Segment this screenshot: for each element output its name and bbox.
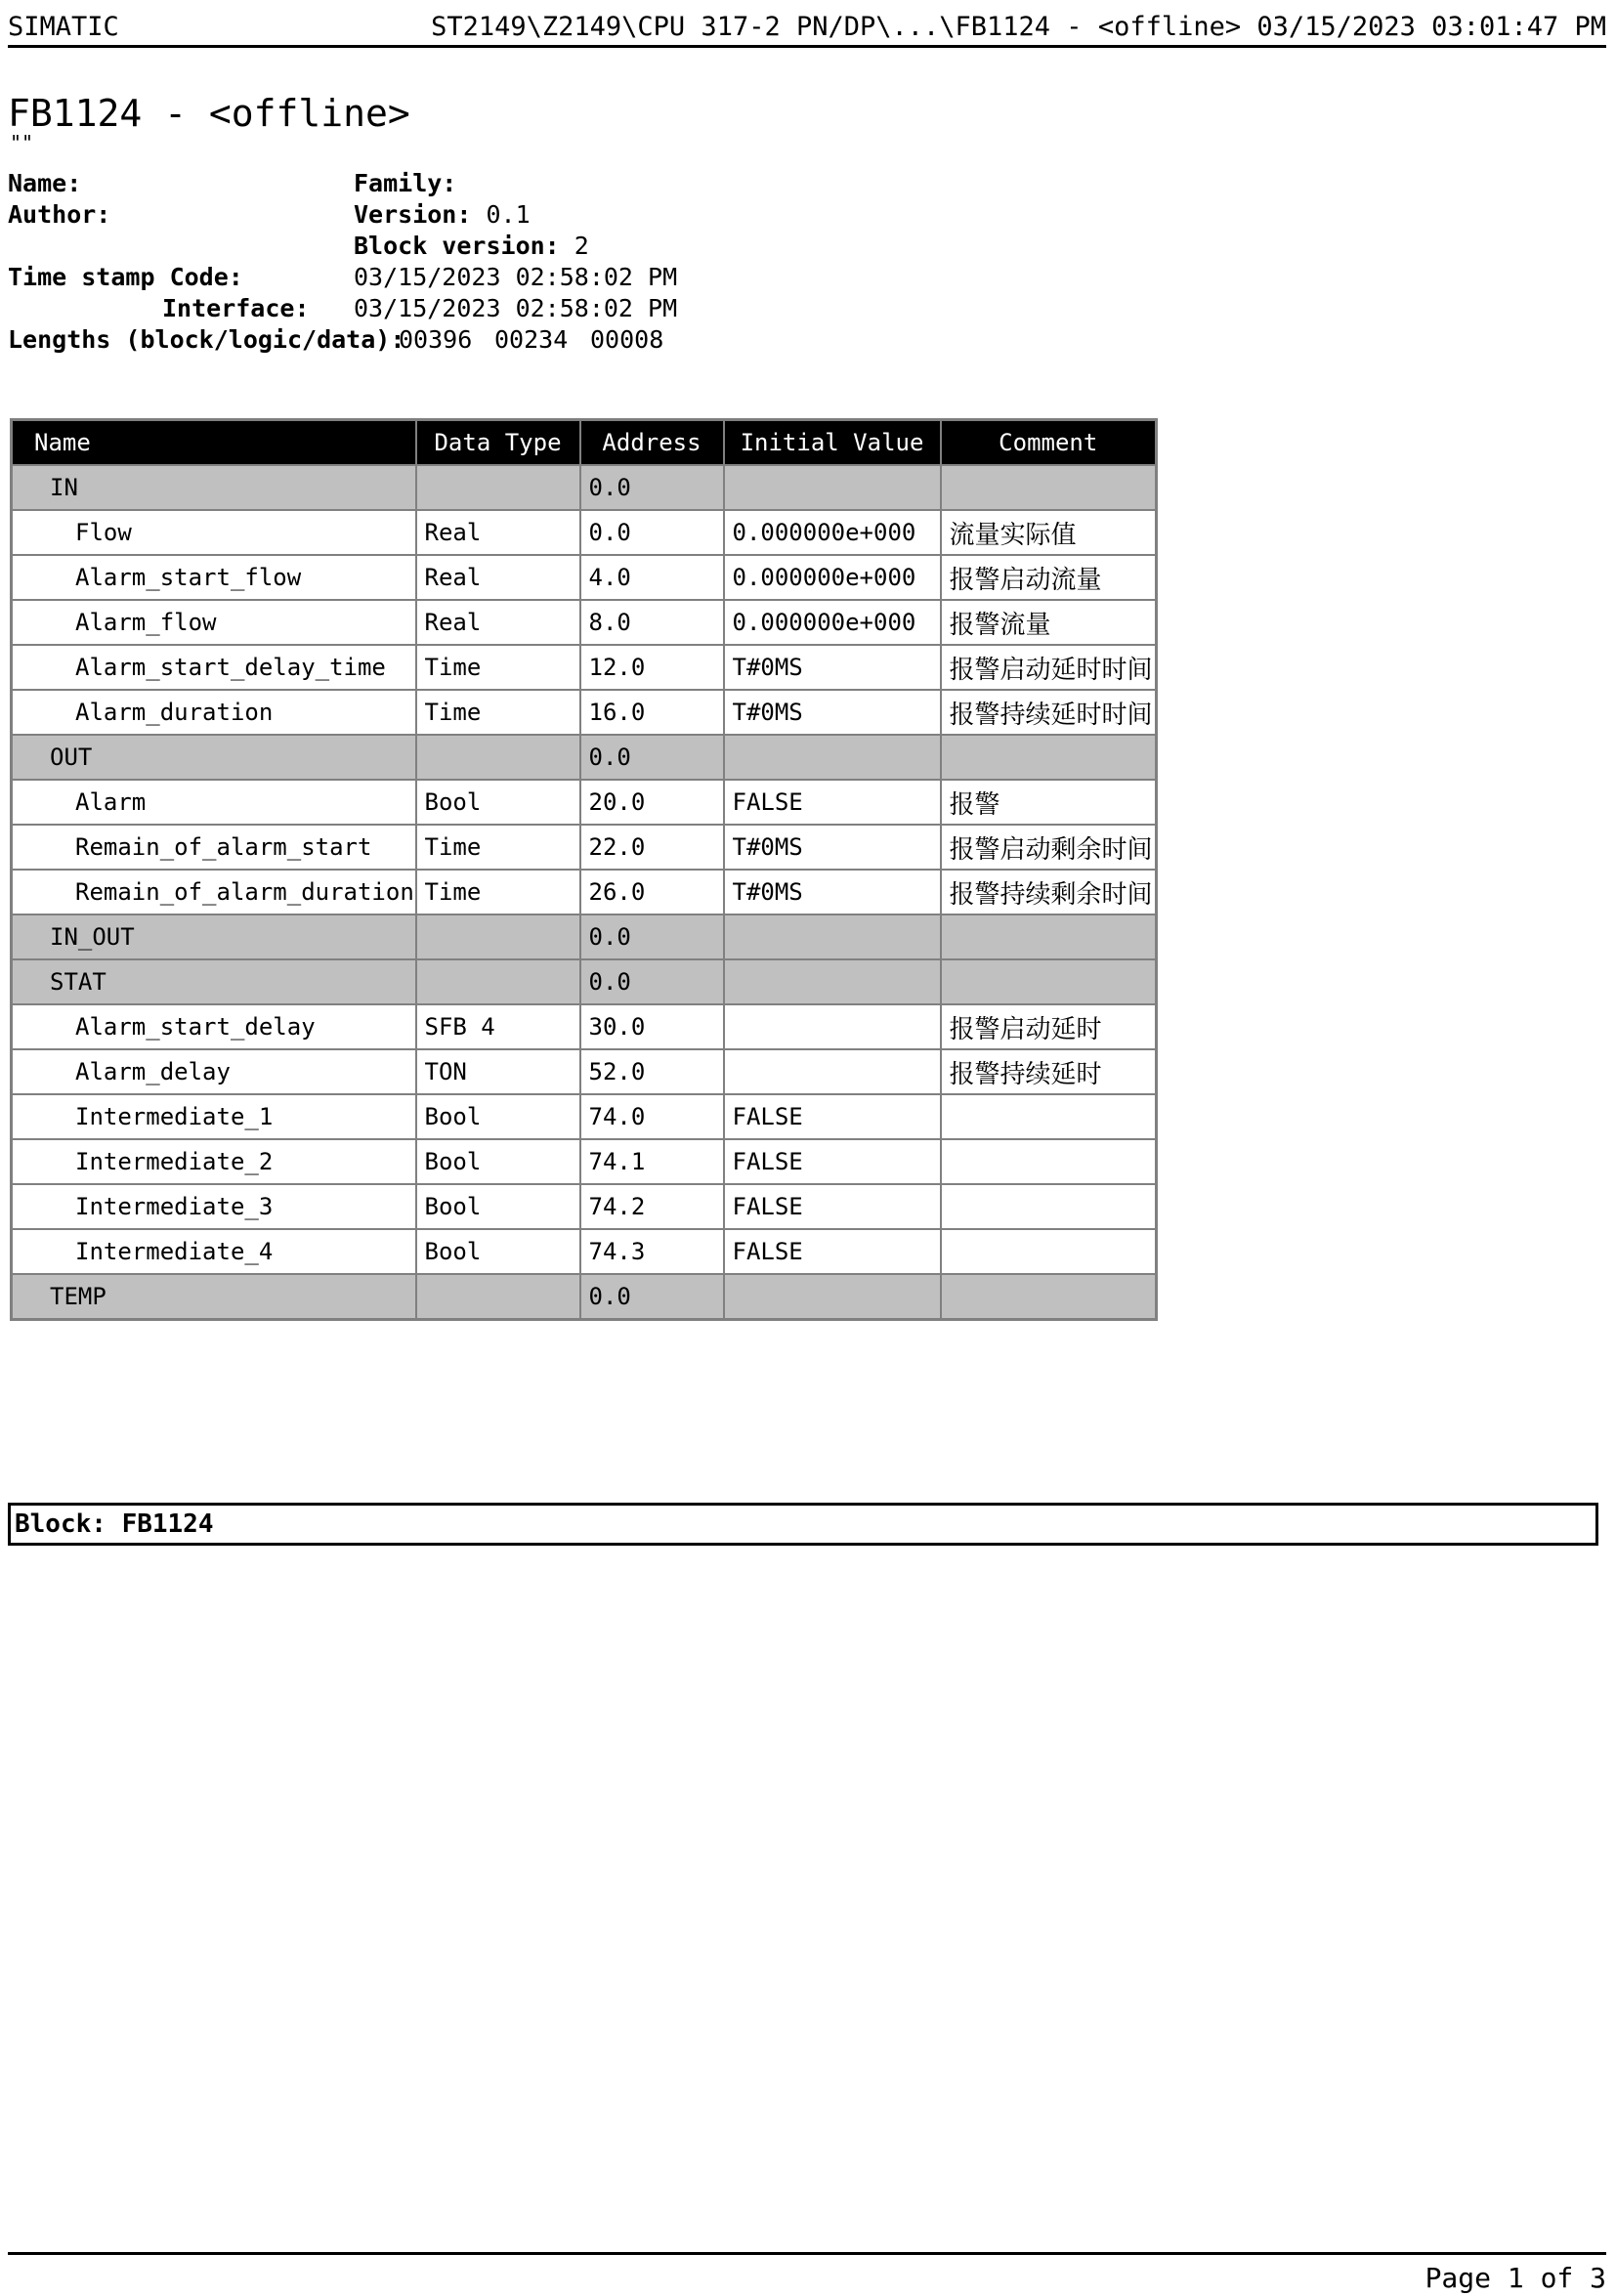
cell-name: Alarm_start_delay xyxy=(12,1004,416,1049)
cell-comment xyxy=(941,1139,1157,1184)
cell-name: Intermediate_1 xyxy=(12,1094,416,1139)
cell-data-type: Real xyxy=(416,600,580,645)
cell-initial-value xyxy=(724,1274,941,1320)
cell-name: Remain_of_alarm_duration xyxy=(12,870,416,914)
cell-initial-value: T#0MS xyxy=(724,870,941,914)
block-comment: "" xyxy=(10,131,34,154)
cell-initial-value: 0.000000e+000 xyxy=(724,600,941,645)
cell-comment: 报警持续剩余时间 xyxy=(941,870,1157,914)
cell-initial-value: 0.000000e+000 xyxy=(724,555,941,600)
table-row xyxy=(12,870,1157,914)
cell-address: 0.0 xyxy=(580,959,724,1004)
cell-address: 0.0 xyxy=(580,1274,724,1320)
cell-data-type: Bool xyxy=(416,780,580,825)
cell-initial-value xyxy=(724,1049,941,1094)
cell-address: 74.0 xyxy=(580,1094,724,1139)
col-header-address: Address xyxy=(580,420,724,466)
cell-name: STAT xyxy=(12,959,416,1004)
parameter-table xyxy=(10,418,1158,1321)
cell-comment: 报警启动流量 xyxy=(941,555,1157,600)
cell-data-type: Time xyxy=(416,645,580,690)
cell-address: 22.0 xyxy=(580,825,724,870)
section-row xyxy=(12,465,1157,510)
section-row xyxy=(12,1274,1157,1320)
cell-address: 20.0 xyxy=(580,780,724,825)
version-label: Version: xyxy=(354,200,472,229)
cell-address: 0.0 xyxy=(580,914,724,959)
timestamp-label: Time stamp Code: xyxy=(8,263,243,291)
author-label: Author: xyxy=(8,200,111,229)
cell-address: 12.0 xyxy=(580,645,724,690)
cell-initial-value: FALSE xyxy=(724,780,941,825)
cell-address: 74.2 xyxy=(580,1184,724,1229)
lengths-label: Lengths (block/logic/data): xyxy=(8,325,405,354)
cell-address: 74.3 xyxy=(580,1229,724,1274)
cell-initial-value: T#0MS xyxy=(724,690,941,735)
cell-name: Alarm_flow xyxy=(12,600,416,645)
cell-comment xyxy=(941,1184,1157,1229)
page-header xyxy=(8,10,1606,48)
table-row xyxy=(12,825,1157,870)
table-row xyxy=(12,1049,1157,1094)
cell-comment: 报警 xyxy=(941,780,1157,825)
cell-comment xyxy=(941,959,1157,1004)
interface-label: Interface: xyxy=(162,294,310,322)
length-data-value: 00008 xyxy=(590,325,664,354)
cell-data-type: Bool xyxy=(416,1094,580,1139)
cell-name: Alarm_start_delay_time xyxy=(12,645,416,690)
cell-address: 0.0 xyxy=(580,465,724,510)
cell-data-type xyxy=(416,914,580,959)
cell-initial-value: FALSE xyxy=(724,1229,941,1274)
cell-data-type xyxy=(416,735,580,780)
cell-comment: 报警启动延时时间 xyxy=(941,645,1157,690)
cell-name: Alarm_delay xyxy=(12,1049,416,1094)
cell-data-type xyxy=(416,959,580,1004)
cell-initial-value xyxy=(724,1004,941,1049)
cell-data-type: Bool xyxy=(416,1184,580,1229)
length-logic-value: 00234 xyxy=(494,325,569,354)
table-row xyxy=(12,690,1157,735)
name-label: Name: xyxy=(8,169,82,197)
cell-data-type xyxy=(416,465,580,510)
cell-comment xyxy=(941,1274,1157,1320)
cell-address: 74.1 xyxy=(580,1139,724,1184)
cell-name: OUT xyxy=(12,735,416,780)
cell-name: TEMP xyxy=(12,1274,416,1320)
table-row xyxy=(12,510,1157,555)
cell-name: IN_OUT xyxy=(12,914,416,959)
block-network-box: Block: FB1124 xyxy=(8,1503,1598,1546)
table-row xyxy=(12,1139,1157,1184)
col-header-initial-value: Initial Value xyxy=(724,420,941,466)
cell-name: IN xyxy=(12,465,416,510)
section-row xyxy=(12,914,1157,959)
cell-comment xyxy=(941,914,1157,959)
cell-initial-value: T#0MS xyxy=(724,825,941,870)
cell-name: Remain_of_alarm_start xyxy=(12,825,416,870)
block-version-value: 2 xyxy=(574,232,589,260)
table-row xyxy=(12,555,1157,600)
table-row xyxy=(12,1094,1157,1139)
block-version-row xyxy=(354,231,589,262)
cell-initial-value xyxy=(724,465,941,510)
cell-address: 30.0 xyxy=(580,1004,724,1049)
cell-comment xyxy=(941,1094,1157,1139)
cell-comment: 流量实际值 xyxy=(941,510,1157,555)
version-value: 0.1 xyxy=(486,200,531,229)
cell-data-type: TON xyxy=(416,1049,580,1094)
cell-name: Alarm_start_flow xyxy=(12,555,416,600)
cell-comment xyxy=(941,465,1157,510)
cell-data-type xyxy=(416,1274,580,1320)
cell-address: 4.0 xyxy=(580,555,724,600)
cell-comment: 报警持续延时时间 xyxy=(941,690,1157,735)
section-row xyxy=(12,959,1157,1004)
cell-name: Flow xyxy=(12,510,416,555)
project-path: ST2149\Z2149\CPU 317-2 PN/DP\...\FB1124 - <offline> 03/15/2023 03:01:47 PM xyxy=(431,12,1606,42)
table-row xyxy=(12,1184,1157,1229)
cell-initial-value: FALSE xyxy=(724,1094,941,1139)
cell-data-type: Real xyxy=(416,555,580,600)
col-header-name: Name xyxy=(12,420,416,466)
cell-data-type: Bool xyxy=(416,1139,580,1184)
cell-name: Intermediate_2 xyxy=(12,1139,416,1184)
table-body xyxy=(12,465,1157,1320)
cell-address: 26.0 xyxy=(580,870,724,914)
table-row xyxy=(12,1229,1157,1274)
cell-comment: 报警启动剩余时间 xyxy=(941,825,1157,870)
col-header-comment: Comment xyxy=(941,420,1157,466)
table-row xyxy=(12,1004,1157,1049)
cell-data-type: Time xyxy=(416,870,580,914)
cell-name: Alarm xyxy=(12,780,416,825)
table-row xyxy=(12,600,1157,645)
cell-address: 52.0 xyxy=(580,1049,724,1094)
cell-data-type: Time xyxy=(416,825,580,870)
cell-initial-value xyxy=(724,735,941,780)
brand-label: SIMATIC xyxy=(8,12,119,42)
cell-name: Intermediate_3 xyxy=(12,1184,416,1229)
cell-comment: 报警流量 xyxy=(941,600,1157,645)
cell-comment: 报警持续延时 xyxy=(941,1049,1157,1094)
block-version-label: Block version: xyxy=(354,232,560,260)
cell-address: 16.0 xyxy=(580,690,724,735)
table-header-row xyxy=(12,420,1157,466)
cell-comment xyxy=(941,735,1157,780)
cell-initial-value: FALSE xyxy=(724,1139,941,1184)
section-row xyxy=(12,735,1157,780)
version-row xyxy=(354,199,531,231)
cell-data-type: Real xyxy=(416,510,580,555)
length-block-value: 00396 xyxy=(399,325,473,354)
timestamp-interface-value: 03/15/2023 02:58:02 PM xyxy=(354,294,678,322)
page-number: Page 1 of 3 xyxy=(1425,2262,1606,2294)
cell-initial-value: FALSE xyxy=(724,1184,941,1229)
timestamp-code-value: 03/15/2023 02:58:02 PM xyxy=(354,263,678,291)
cell-initial-value xyxy=(724,914,941,959)
cell-data-type: Bool xyxy=(416,1229,580,1274)
cell-initial-value xyxy=(724,959,941,1004)
cell-data-type: SFB 4 xyxy=(416,1004,580,1049)
cell-comment: 报警启动延时 xyxy=(941,1004,1157,1049)
cell-name: Alarm_duration xyxy=(12,690,416,735)
table-row xyxy=(12,780,1157,825)
cell-address: 0.0 xyxy=(580,510,724,555)
block-title: FB1124 - <offline> xyxy=(8,92,410,135)
cell-initial-value: 0.000000e+000 xyxy=(724,510,941,555)
cell-data-type: Time xyxy=(416,690,580,735)
page-footer xyxy=(8,2252,1606,2294)
cell-address: 0.0 xyxy=(580,735,724,780)
family-label: Family: xyxy=(354,169,457,197)
cell-initial-value: T#0MS xyxy=(724,645,941,690)
cell-address: 8.0 xyxy=(580,600,724,645)
table-row xyxy=(12,645,1157,690)
col-header-data-type: Data Type xyxy=(416,420,580,466)
cell-comment xyxy=(941,1229,1157,1274)
cell-name: Intermediate_4 xyxy=(12,1229,416,1274)
